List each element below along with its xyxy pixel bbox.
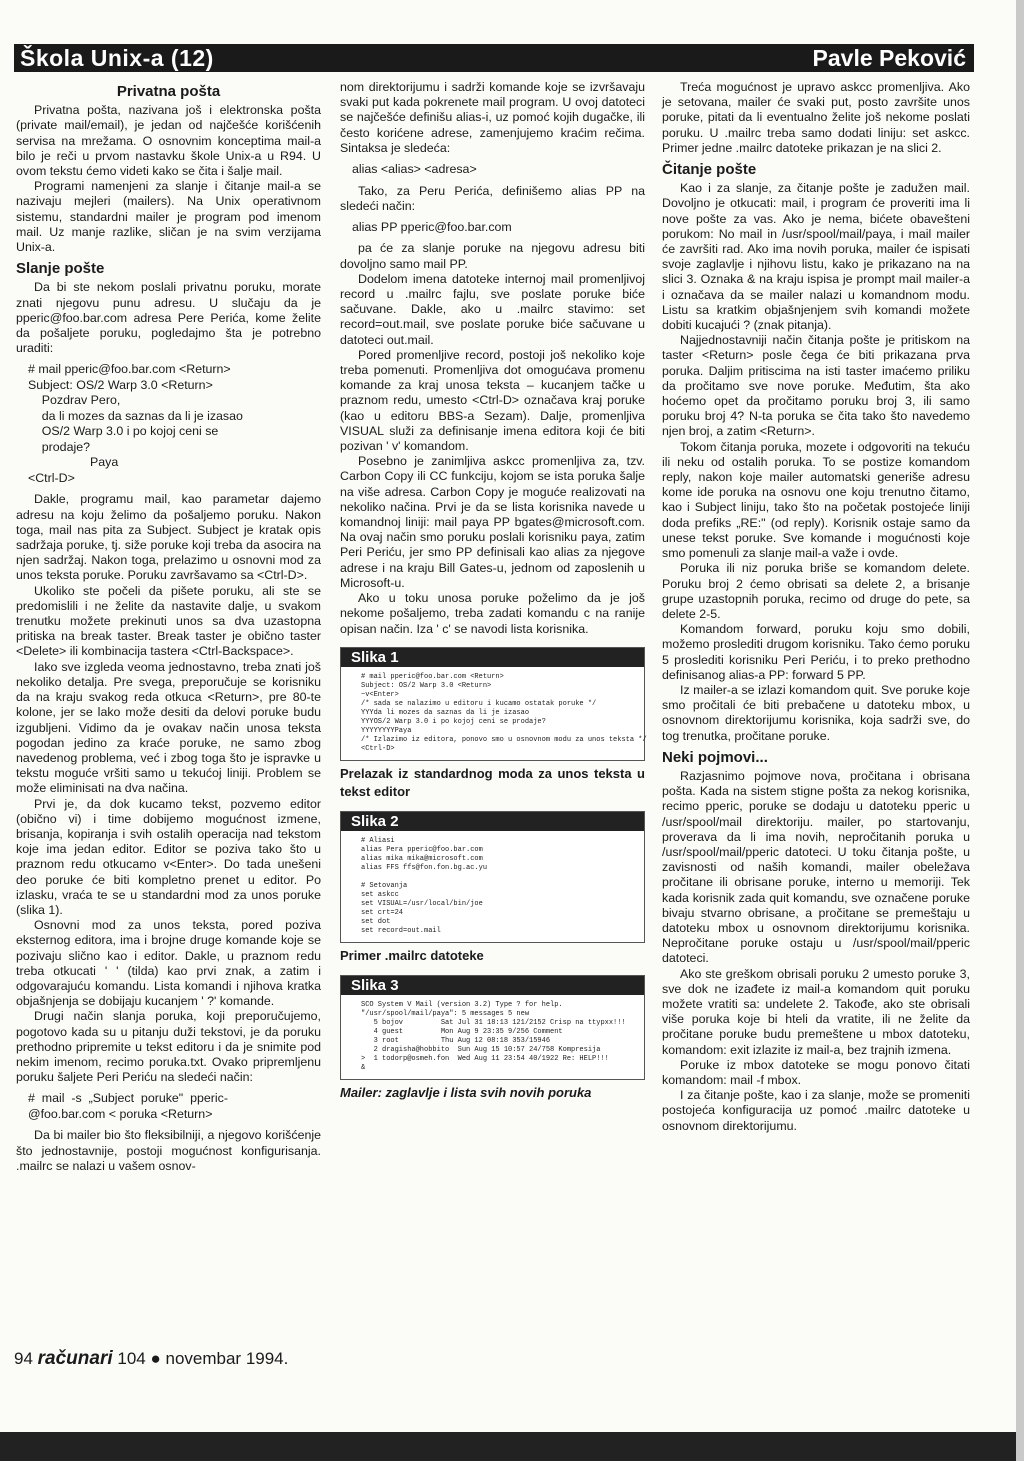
- figure-body: SCO System V Mail (version 3.2) Type ? for help. "/usr/spool/mail/paya": 5 messages 5 new 5 bojov Sat Jul 31 18:13 121/2152 Crisp na ttypxx!!! 4 guest Mon Aug 9 23:35 9/256 Comment 3 root Thu Aug 12 08:18 353/15946 2 dragisha@hobbito Sun Aug 15 10:57 24/758 Kompresija > 1 todorp@osmeh.fon Wed Aug 11 23:54 40/1922 Re: HELP!!! &: [361, 1001, 626, 1073]
- paragraph: Komandom forward, poruku koju smo dobili, možemo proslediti drugom korisniku. Tako ćemo poruku 5 proslediti korisniku Peri Periću, i to preko prethodno definisanog alias-a PP: forward 5 PP.: [662, 622, 970, 682]
- section-heading-pojmovi: Neki pojmovi...: [662, 748, 768, 766]
- paragraph: pa će za slanje poruke na njegovu adresu biti dovoljno samo mail PP.: [340, 241, 645, 271]
- paragraph: Ako u toku unosa poruke poželimo da je još nekome pošaljemo, treba zadati komandu c na ranije opisan način. Iza ' c' se navodi lista korisnika.: [340, 591, 645, 636]
- figure-title: Slika 1: [341, 648, 644, 667]
- section-heading-citanje: Čitanje pošte: [662, 161, 757, 179]
- paragraph: Osnovni mod za unos teksta, pored poziva eksternog editora, ima i brojne druge komande koje se pozivaju slično kao i editor. Dakle, u praznom redu treba otkucati ' ' (tilda) kao prvi znak, a zatim i odgovarajuću komandu. Lista komandi i njihova kratka objašnjenja se dobijaju kucanjem ' ?' komande.: [16, 918, 321, 1009]
- paragraph: Prvi je, da dok kucamo tekst, pozvemo editor (obično vi) i time dobijemo mogućnost izmene, brisanja, kopiranja i svih ostalih operacija nad tekstom koje ima jedan editor. Editor se poziva tako što u praznom redu otkucamo v<Enter>. Do tada unešeni deo poruke će biti kompletno prenet u editor. Po izlasku, vraća te se u standardni mod za unos poruke (slika 1).: [16, 796, 321, 917]
- paragraph: Iako sve izgleda veoma jednostavno, treba znati još nekoliko detalja. Pre svega, preporučuje se korisniku da na kraju svakog reda otkuca <Return>, pre 80-te kolone, jer se lako može desiti da delovi poruke budu izgubljeni. Vidimo da je ovakav način unosa teksta pogodan jedino za kraće poruke, ne samo zbog navedenog problema, već i zbog toga što je ispravke u tekstu moguće vršiti samo u tekućoj liniji. Problem se može eliminisati na dva načina.: [16, 659, 321, 796]
- author-name: Pavle Peković: [812, 45, 966, 71]
- article-title: Privatna pošta: [116, 83, 221, 100]
- figure-3: [340, 975, 645, 1080]
- figure-body: # mail pperic@foo.bar.com <Return> Subject: OS/2 Warp 3.0 <Return> ~v<Enter> /* sada se nalazimo u editoru i kucamo ostatak poruke */ YYYda li mozes da saznas da li je izasao YYYOS/2 Warp 3.0 i po kojoj ceni se prodaje? YYYYYYYYPaya /* Izlazimo iz editora, ponovo smo u osnovnom modu za unos teksta */ <Ctrl-D>: [361, 672, 647, 753]
- paragraph: Drugi način slanja poruka, koji preporučujemo, pogotovo kada su u pitanju duži tekstovi, je da poruku prethodno pripremite u tekst editoru i da je snimite pod nekim imenom, recimo poruka.txt. Ovako pripremljenu poruku šaljete Peri Periću na sledeći način:: [16, 1009, 321, 1085]
- paragraph: Dakle, programu mail, kao parametar dajemo adresu na koju želimo da pošaljemo poruku. Nakon toga, mail nas pita za Subject. Subject je kratak opis sadržaja poruke, tj. siže poruke koji treba da asocira na njen sadržaj. Nakon toga, prelazimo u osnovni mod za unos teksta poruke. Poruku završavamo sa <Ctrl-D>.: [16, 492, 321, 583]
- paragraph: Da bi ste nekom poslali privatnu poruku, morate znati njegovu punu adresu. U slučaju da je pperic@foo.bar.com adresa Pere Perića, kome želite da pošaljete poruku, pogledajmo šta je potrebno uraditi:: [16, 280, 321, 356]
- paragraph: nom direktorijumu i sadrži komande koje se izvršavaju svaki put kada pokrenete mail program. U ovoj datoteci se najčešće definišu alias-i, uz pomoć kojih dugačke, ili često korićene adrese, zamenjujemo kraćim rečima. Sintaksa je sledeća:: [340, 80, 645, 155]
- paragraph: Tokom čitanja poruka, mozete i odgovoriti na tekuću ili neku od ostalih poruka. To se postize komandom reply, nakon koje mailer automatski generiše adresu kome ide poruka na osnovu one koju trenutno čitamo, kao i Subject liniju, tako što na početak postojeće liniji doda prefiks „RE:" (od reply). Korisnik ostaje samo da unese tekst poruke. Sve komande i mogućnosti koje smo pomenuli za slanje mail-a važe i ovde.: [662, 439, 970, 561]
- paragraph: Ukoliko ste počeli da pišete poruku, ali ste se predomislili i ne želite da nastavite dalje, u svakom trenutku možete prekinuti unos sa dva uzastopna pritiska na break taster. Break taster je obično taster <Delete> ili kombinacija tastera <Ctrl-Backspace>.: [16, 583, 321, 659]
- figure-caption: Prelazak iz standardnog moda za unos teksta u tekst editor: [340, 765, 645, 799]
- scan-right-edge: [1016, 0, 1024, 1461]
- figure-1: [340, 647, 645, 761]
- paragraph: Kao i za slanje, za čitanje pošte je zadužen mail. Dovoljno je otkucati: mail, i program će proveriti ima li nove pošte za vas. Ako je nema, bićete obavešteni porukom: No mail in /usr/spool/mail/paya, i mail mailer će završiti rad. Ako ima novih poruka, mailer će ispisati svoje zaglavlje i njihovu listu, kako je prikazano na na slici 3. Oznaka & na kraju ispisa je prompt mail mailer-a i označava da se mailer nalazi u komandnom modu. Listu sa kratkim objašnjenjem svih komandi možete dobiti kucajući ? (znak pitanja).: [662, 181, 970, 333]
- section-heading-slanje: Slanje pošte: [16, 260, 105, 278]
- paragraph: Poruka ili niz poruka briše se komandom delete. Poruku broj 2 ćemo obrisati sa delete 2, a brisanje grupe uzastopnih poruka, recimo od druge do pete, sa delete 2-5.: [662, 561, 970, 621]
- column-1: [16, 80, 321, 1174]
- figure-caption: Mailer: zaglavlje i lista svih novih poruka: [340, 1085, 592, 1101]
- figure-title: Slika 3: [341, 976, 644, 995]
- scan-bottom-edge: [0, 1432, 1024, 1461]
- code-example: alias PP pperic@foo.bar.com: [352, 219, 512, 234]
- paragraph: Razjasnimo pojmove nova, pročitana i obrisana pošta. Kada na sistem stigne pošta za nekog korisnika, recimo pperic, poruke se dodaju u datoteku pperic u /usr/spool/mail direktoriju. mailer, po startovanju, proverava da li ima novih, nepročitanih poruka u /usr/spool/mail/pperic datoteci. U toku čitanja pošte, u zavisnosti od naših komandi, mailer obeležava pročitane ili obrisane poruke, interno u memoriji. Tek kada korisnik zada quit komandu, sve označene poruke bivaju stvarno obrisane, a pročitane se premeštaju u datoteku mbox u osnovnom direktorijumu korisnika. Nepročitane poruke ostaju u /usr/spool/mail/pperic datoteci.: [662, 768, 970, 966]
- paragraph: Privatna pošta, nazivana još i elektronska pošta (private mail/email), je jedan od najčešće korišćenih servisa na mrežama. O osnovnim konceptima mail-a bilo je reči u prvom nastavku škole Unix-a u R94. U ovom tekstu ćemo videti kako se čita i šalje mail.: [16, 103, 321, 179]
- paragraph: Poruke iz mbox datoteke se mogu ponovo čitati komandom: mail -f mbox.: [662, 1057, 970, 1087]
- code-example: # mail pperic@foo.bar.com <Return> Subject: OS/2 Warp 3.0 <Return> Pozdrav Pero, da li mozes da saznas da li je izasao OS/2 Warp 3.0 i po kojoj ceni se prodaje? Paya <Ctrl-D>: [28, 362, 243, 485]
- paragraph: Iz mailer-a se izlazi komandom quit. Sve poruke koje smo pročitali će biti prebačene u datoteku mbox, u osnovnom direktorijumu korisnika, koja sadrži sve, do tog trenutka, pročitane poruke.: [662, 682, 970, 743]
- code-example: alias <alias> <adresa>: [352, 162, 477, 177]
- figure-caption: Primer .mailrc datoteke: [340, 948, 484, 964]
- page-footer: [14, 1348, 288, 1370]
- paragraph: Dodelom imena datoteke internoj mail promenljivoj record u .mailrc fajlu, sve poslate poruke biće sačuvane. Dakle, ako u .mailrc stavimo: set record=out.mail, sve poslate poruke biće sačuvane u datoteci out.mail.: [340, 271, 645, 347]
- code-example: # mail -s „Subject poruke" pperic- @foo.bar.com < poruka <Return>: [28, 1091, 228, 1121]
- magazine-logo: računari: [37, 1348, 113, 1369]
- figure-2: [340, 811, 645, 943]
- figure-title: Slika 2: [341, 812, 644, 831]
- header-bar: [14, 44, 974, 72]
- bullet-icon: ●: [150, 1349, 161, 1368]
- page-number: 94: [14, 1349, 33, 1368]
- issue-number: 104: [117, 1349, 146, 1368]
- figure-body: # Aliasi alias Pera pperic@foo.bar.com alias mika mika@microsoft.com alias FFS ffs@fon.fon.bg.ac.yu # Setovanja set askcc set VISUAL=/usr/local/bin/joe set crt=24 set dot set record=out.mail: [361, 837, 488, 936]
- paragraph: Da bi mailer bio što fleksibilniji, a njegovo korišćenje što jednostavnije, postoji mogućnost konfigurisanja. .mailrc se nalazi u vašem osnov-: [16, 1128, 321, 1173]
- series-title: Škola Unix-a (12): [20, 45, 214, 71]
- paragraph: I za čitanje pošte, kao i za slanje, može se promeniti postojeća konfiguracija uz pomoć .mailrc datoteke u osnovnom direktorijumu.: [662, 1088, 970, 1133]
- paragraph: Najjednostavniji način čitanja pošte je pritiskom na taster <Return> posle čega će biti prikazana prva poruka. Daljim pritiscima na isti taster imaćemo priliku da pročitamo sve nove poruke. Međutim, šta ako hoćemo opet da pročitamo poruku broj 3, ili samo poruku broj 4? N-ta poruka se čita tako što navedemo njen broj, a zatim <Return>.: [662, 333, 970, 439]
- issue-date: novembar 1994.: [165, 1349, 289, 1368]
- paragraph: Treća mogućnost je upravo askcc promenljiva. Ako je setovana, mailer će svaki put, posto završite unos poruke, pitati da li eventualno želite još nekome poslati poruku. U .mailrc treba samo dodati liniju: set askcc. Primer jedne .mailrc datoteke prikazan je na slici 2.: [662, 80, 970, 155]
- paragraph: Ako ste greškom obrisali poruku 2 umesto poruke 3, sve dok ne izađete iz mail-a komandom quit poruku možete vratiti sa: undelete 2. Takođe, ako ste obrisali više poruka koje bi hteli da vratite, ili ne želite da pročitane poruke budu premeštene u mbox datoteku, komandom: exit izlazite iz mail-a, bez trajnih izmena.: [662, 966, 970, 1057]
- column-3: [662, 80, 970, 1134]
- paragraph: Tako, za Peru Perića, definišemo alias PP na sledeći način:: [340, 183, 645, 213]
- column-2: [340, 80, 645, 1110]
- paragraph: Pored promenljive record, postoji još nekoliko koje treba pomenuti. Promenljiva dot omogućava promenu komande za kraj unosa teksta – kucanjem tačke u praznom redu, umesto <Ctrl-D> označava kraj poruke (kao u editoru BBS-a Sezam). Dalje, promenljiva VISUAL služi za definisanje imena editora koji će biti pozivan ' v' komandom.: [340, 347, 645, 454]
- paragraph: Programi namenjeni za slanje i čitanje mail-a se nazivaju mejleri (mailers). Na Unix operativnom sistemu, standardni mailer je program pod imenom mail. Uz manje razlike, sličan je na svim verzijama Unix-a.: [16, 179, 321, 255]
- paragraph: Posebno je zanimljiva askcc promenljiva za, tzv. Carbon Copy ili CC funkciju, kojom se ista poruka šalje na više adresa. Carbon Copy je moguće realizovati na nekoliko načina. Prvi je da se lista korisnika navede u komandnoj liniji: mail paya PP bgates@microsoft.com. Na ovaj način smo poruku poslali korisniku paya, zatim Peri Periću, jer smo PP definisali kao alias za njegove adrese i na kraju Bill Gates-u, jednom od zaposlenih u Microsoft-u.: [340, 454, 645, 590]
